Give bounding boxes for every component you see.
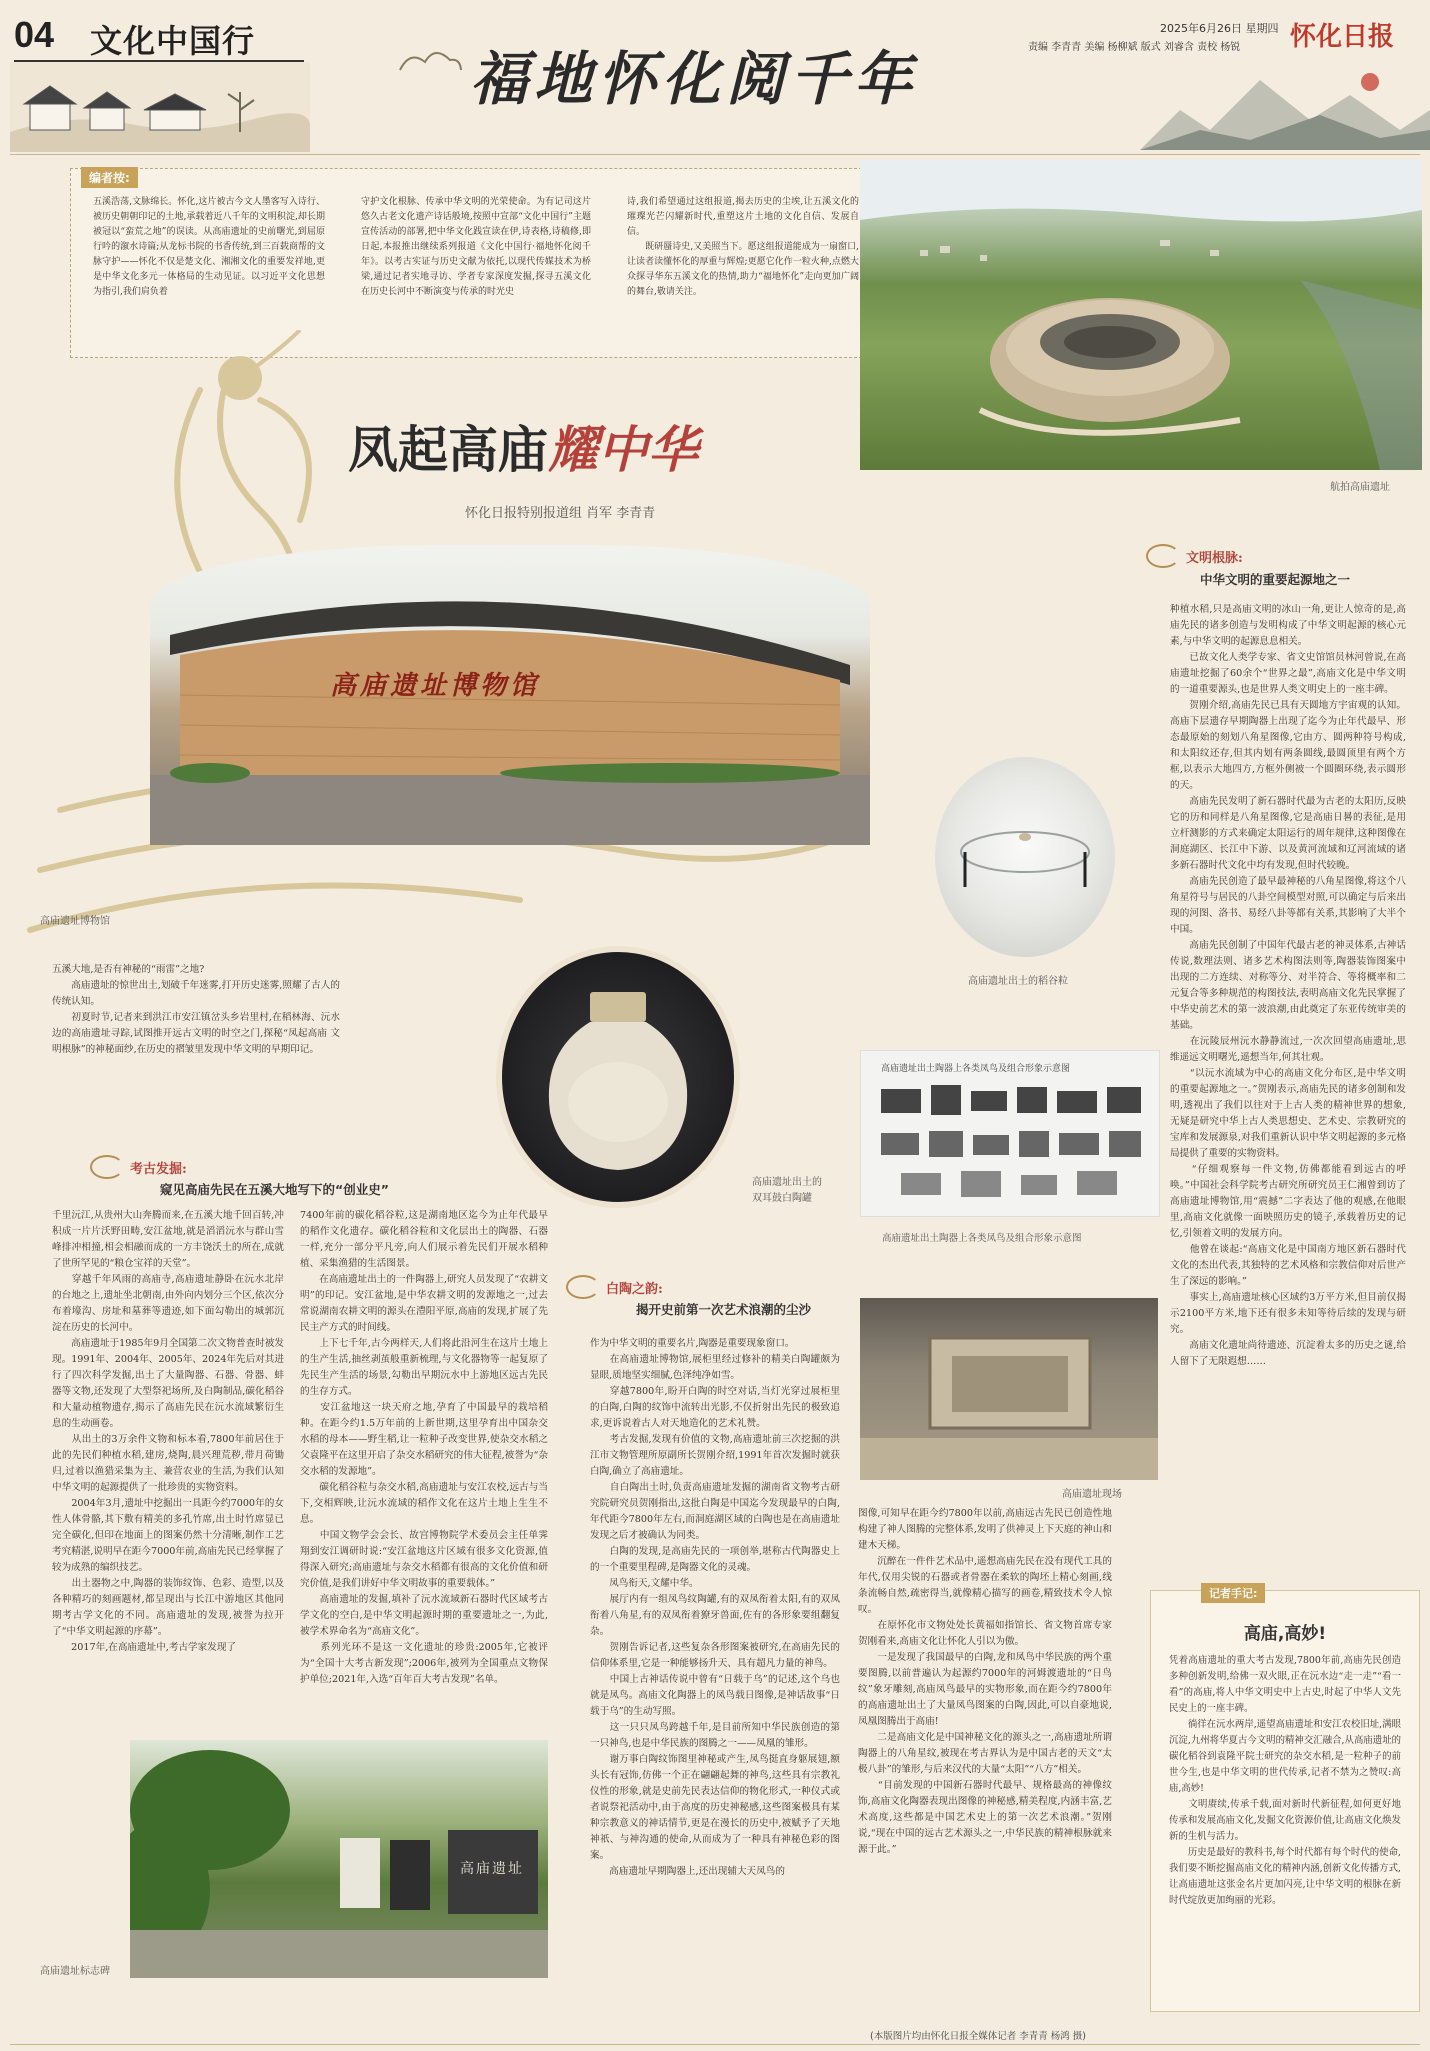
caption-diagram: 高庙遗址出土陶器上各类凤鸟及组合形象示意图 [882, 1233, 1082, 1244]
section-tag-kaogu [90, 1155, 187, 1179]
editor-note-col2: 守护文化根脉、传承中华文明的光荣使命。为有记司这片悠久古老文化遗产诗话般境,按照中宣部“文化中国行”主题宣传活动的部署,把中华文化践宣读在伊,诗表格,诗稿修,即日起,本报推出继续系列报道《文化中国行·福地怀化阅千年》。以考古实证与历史文献为依托,以现代传媒技术为桥梁,通过记者实地寻访、学者专家深度发掘,探寻五溪文化在历史长河中不断演变与传承的时光史 [361, 197, 591, 297]
aerial-photo [860, 160, 1422, 470]
feature-headline [348, 410, 698, 482]
headline-red: 耀中华 [548, 420, 698, 479]
swirl-icon [1146, 544, 1180, 568]
section-subtitle-kaogu: 窥见高庙先民在五溪大地写下的“创业史” [160, 1182, 389, 1197]
baitao-col1: 作为中华文明的重要名片,陶器是重要现象窗口。 在高庙遗址博物馆,展柜里经过修补的精美白陶罐颇为显眼,质地坚实细腻,色泽纯净如雪。 穿越7800年,盼开白陶的时空对话,当灯光穿过展柜里的白陶,白陶的纹饰中流转出光影,不仅折射出先民的极致追求,更诉说着古人对天地造化的艺术礼赞。 考古发掘,发现有价值的文物,高庙遗址前三次挖掘的洪江市文物管理所原副所长贺刚介绍,1991年首次发掘时就获白陶,确立了高庙遗址。 自白陶出土时,负责高庙遗址发掘的湖南省文物考古研究院研究员贺刚指出,这批白陶是中国迄今发现最早的白陶,年代距今7800年左右,而洞庭湖区域的白陶也是在高庙遗址发现之后才被确认为同类。 白陶的发现,是高庙先民的一项创举,堪称古代陶器史上的一个重要里程碑,是陶器文化的灵魂。 凤鸟衔天,文耀中华。 展厅内有一组凤鸟纹陶罐,有的双凤衔着太阳,有的双凤衔着八角星,有的双凤衔着獠牙兽面,佐有的各形象要组翻复杂。 贺刚告诉记者,这些复杂各形图案被研究,在高庙先民的信仰体系里,它是一种能够扬升天、具有超凡力量的神鸟。 中国上古神话传说中曾有“日载于乌”的记述,这个乌也就是凤鸟。高庙文化陶器上的凤鸟载日图像,是神话故事“日载于乌”的生动写照。 这一只只凤鸟跨越千年,是目前所知中华民族创造的第一只神鸟,也是中华民族的图腾之一——凤凰的雏形。 谢万事白陶纹饰图里神秘或产生,凤鸟挺直身躯展翅,额头长有冠饰,仿佛一个正在翩翩起舞的神鸟,这些具有宗教礼仪性的形象,就是史前先民表达信仰的物化形式,一种仪式或者说祭祀活动中,由于高度的历史神秘感,这些图案极具有某种宗教意义的神话情节,更是在漫长的历史中,被赋予了天地神祇、与神沟通的使命,从而成为了一种具有神秘色彩的图案。 高庙遗址早期陶器上,还出现辅大天凤鸟的 [590, 1338, 840, 1877]
grain-photo [935, 757, 1115, 957]
swirl-icon [566, 1275, 600, 1299]
headline-black: 凤起高庙 [348, 421, 548, 479]
caption-grain: 高庙遗址出土的稻谷粒 [968, 976, 1068, 987]
pot-photo [496, 946, 740, 1208]
reporter-note-body: 凭着高庙遗址的重大考古发现,7800年前,高庙先民创造多种创新发明,给佛一双火眼,正在沅水边“走一走”“看一看”的高庙,将人中华文明史中上古史,时起了中华人文先民史上的一座丰碑。 徜徉在沅水两岸,遥望高庙遗址和安江农校旧址,满眼沉淀,九州将华夏古今文明的精神交汇融合,从高庙遗址的碳化稻谷到袁隆平院士研究的杂交水稻,是一粒种子的前世今生,也是中华文明的世代传承,记者不禁为之赞叹:高庙,高妙! 文明赓续,传承千载,面对新时代新征程,如何更好地传承和发展高庙文化,发掘文化资源价值,让高庙文化焕发新的生机与活力。 历史是最好的教科书,每个时代都有每个时代的使命,我们要不断挖掘高庙文化的精神内涵,创新文化传播方式,让高庙遗址这张金名片更加闪亮,让中华文明的根脉在新时代绽放更加绚丽的光彩。 [1169, 1655, 1401, 1906]
caption-pot: 高庙遗址出土的 双耳鼓白陶罐 [752, 1177, 822, 1204]
village-illustration [10, 62, 310, 152]
kaogu-col2: 7400年前的碳化稻谷粒,这是湖南地区迄今为止年代最早的稻作文化遗存。碳化稻谷粒和文化层出土的陶器、石器一样,充分一部分平凡旁,向人们展示着先民们开展水稻种植、采集渔猎的生活图景。 在高庙遗址出土的一件陶器上,研究人员发现了“农耕文明”的印记。安江盆地,是中华农耕文明的发源地之一,过去常说湖南农耕文明的源头在澧阳平原,高庙的发现,扩展了先民主产方式的时间线。 上下七千年,古今两样天,人们将此沿河生在这片土地上的生产生活,抽丝剥茧般重新梳理,与文化器物等一起复原了先民生产生活的场景,勾勒出早期沅水中上游地区远古先民的生存方式。 安江盆地这一块天府之地,孕育了中国最早的栽培稻种。在距今约1.5万年前的上新世期,这里孕育出中国杂交水稻的母本——野生稻,让一粒种子改变世界,使杂交水稻之父袁隆平在这里开启了杂交水稻研究的伟大征程,被誉为“杂交水稻的发源地”。 碳化稻谷粒与杂交水稻,高庙遗址与安江农校,远古与当下,交相辉映,让沅水流域的稻作文化在这片土地上生生不息。 中国文物学会会长、故宫博物院学术委员会主任单霁翔到安江调研时说:“安江盆地这片区域有很多文化资源,值得深入研究;高庙遗址与杂交水稻都有很高的文化价值和研究价值,是我们讲好中华文明故事的重要载体。” 高庙遗址的发掘,填补了沅水流域新石器时代区域考古学文化的空白,是中华文明起源时期的重要遗址之一,为此,被学术界命名为“高庙文化”。 系列光环不是这一文化遗址的珍贵:2005年,它被评为“全国十大考古新发现”;2006年,被列为全国重点文物保护单位;2021年,入选“百年百大考古发现”名单。 [300, 1210, 548, 1685]
museum-photo [150, 545, 870, 845]
feature-byline: 怀化日报特别报道组 肖军 李青青 [465, 506, 656, 521]
photo-credit: (本版图片均由怀化日报全媒体记者 李青青 杨鸿 摄) [870, 2031, 1086, 2042]
caption-monument: 高庙遗址标志碑 [40, 1966, 110, 1977]
section-label: 白陶之韵: [606, 1281, 663, 1297]
border-bottom [10, 2044, 1420, 2045]
issue-date: 2025年6月26日 星期四 [1160, 22, 1279, 35]
baitao-col2: 图像,可知早在距今约7800年以前,高庙远古先民已创造性地构建了神人图腾的完整体系,发明了供神灵上下天庭的神山和建木天梯。 沉醉在一件件艺术品中,遥想高庙先民在没有现代工具的年代,仅用尖锐的石器或者骨器在柔软的陶坯上精心刻画,线条流畅自然,疏密得当,就像精心描写的画卷,精致技术令人惊叹。 在原怀化市文物处处长黄福如指馆长、省文物首席专家贺刚看来,高庙文化让怀化人引以为傲。 一是发现了我国最早的白陶,龙和凤鸟中华民族的两个重要图腾,以前普遍认为起源约7000年的河姆渡遗址的“日鸟纹”象牙雕刻,高庙凤鸟最早的实物形象,而在距今约7800年的高庙遗址出土了大量凤鸟图案的白陶,因此,可以自豪地说,凤凰图腾出于高庙! 二是高庙文化是中国神秘文化的源头之一,高庙遗址所谓陶器上的八角星纹,被现在考古界认为是中国古老的天文“太极八卦”的雏形,与后来汉代的大量“太阳”“八方”相关。 “目前发现的中国新石器时代最早、规格最高的神像纹饰,高庙文化陶器表现出图像的神秘感,精美程度,内涵丰富,艺术高度,这些都是中国艺术史上的第一次艺术浪潮。”贺刚说,“现在中国的远古艺术源头之一,中华民族的精神根脉就来源于此。” [858, 1508, 1112, 1855]
column-name: 文化中国行 [90, 22, 256, 60]
editor-credits: 责编 李青青 美编 杨柳斌 版式 刘睿含 责校 杨锐 [1028, 42, 1241, 53]
reporter-note-box [1150, 1587, 1420, 2012]
wenming-body: 种植水稻,只是高庙文明的冰山一角,更让人惊奇的是,高庙先民的诸多创造与发明构成了中华文明起源的核心元素,与中华文明的起源息息相关。 已故文化人类学专家、省文史馆馆员林河曾说,在高庙遗址挖掘了60余个“世界之最”,高庙文化是中华文明的一道重要源头,也是世界人类文明史上的一座丰碑。 贺刚介绍,高庙先民已具有天圆地方宇宙观的认知。高庙下层遗存早期陶器上出现了迄今为止年代最早、形态最原始的刻划八角星图像,它由方、圆两种符号构成,和太阳纹还存,但其内划有两条圆线,最圆顶里有两个方框,以表示大地四方,方框外侧被一个圆圈环绕,表示圆形的天。 高庙先民发明了新石器时代最为古老的太阳历,反映它的历和同样是八角星图像,它是高庙日晷的表征,是用立杆测影的方式来确定太阳运行的周年规律,这种图像在洞庭湖区、长江中下游、以及黄河流域和辽河流域的诸多新石器时代文化中均有发现,但时代较晚。 高庙先民创造了最早最神秘的八角星图像,将这个八角星符号与居民的八卦空间模型对照,可以确定与后来出现的河图、洛书、易经八卦等都有关系,其影响了大半个中国。 高庙先民创制了中国年代最古老的神灵体系,古神话传说,数理法则、诸多艺术构图法则等,陶器装饰图案中出现的二方连续、对称等分、对半符合、等将概率和二元复合等多种规范的构图技法,表明高庙文化先民掌握了中华史前艺术的第一波浪潮,由此奠定了东亚传统审美的基础。 在沅陵辰州沅水静静流过,一次次回望高庙遗址,思维遥远文明曙光,遥想当年,何其壮观。 “以沅水流域为中心的高庙文化分布区,是中华文明的重要起源地之一。”贺刚表示,高庙先民的诸多创制和发明,透视出了我们以往对于上古人类的精神世界的想象,无疑是研究中华上古人类思想史、艺术史、宗教研究的宝库和发展源泉,对我们重新认识中华文明起源的多元格局提供了重要的实物资料。 “仔细观察每一件文物,仿佛都能看到远古的呼唤。”中国社会科学院考古研究所研究员王仁湘曾到访了高庙遗址博物馆,用“震撼”二字表达了他的观感,在他眼里,高庙文化就像一面映照历史的镜子,承载着历史的记忆,引领着文明的发展方向。 他曾在谈起:“高庙文化是中国南方地区新石器时代文化的杰出代表,其独特的艺术风格和宗教信仰对后世产生了深远的影响。” 事实上,高庙遗址核心区域约3万平方米,但目前仅揭示2100平方米,地下还有很多未知等待后续的发现与研究。 高庙文化遗址尚待遗迹、沉淀着太多的历史之谜,给人留下了无限遐想…… [1170, 604, 1406, 1367]
editor-note-col1: 五溪浩荡,文脉绵长。怀化,这片被古今文人墨客写入诗行、被历史朝朝印记的土地,承载着近八千年的文明积淀,却长期被冠以“蛮荒之地”的误读。从高庙遗址的史前曙光,到屈原行吟的溆水诗篇;从龙标书院的书香传统,到三百载商帮的文脉守护——怀化不仅是楚文化、湘湘文化的重要发祥地,更是中华文化多元一体格局的生动见证。以习近平文化思想为指引,我们肩负着 [93, 197, 325, 297]
page-header [0, 0, 1430, 150]
caption-site: 高庙遗址现场 [1062, 1489, 1122, 1500]
reporter-note-tag: 记者手记: [1201, 1583, 1265, 1603]
section-subtitle-baitao: 揭开史前第一次艺术浪潮的尘沙 [636, 1302, 812, 1317]
intro-text: 五溪大地,是否有神秘的“雨雷”之地? 高庙遗址的惊世出土,划破千年迷雾,打开历史迷雾,照耀了古人的传统认知。 初夏时节,记者来到洪江市安江镇岔头乡岩里村,在稻林海、沅水边的高庙遗址寻踪,试图推开远古文明的时空之门,探秘“凤起高庙 文明根脉”的神秘面纱,在历史的褶皱里发现中华文明的早期印记。 [52, 964, 340, 1055]
caption-aerial: 航拍高庙遗址 [1330, 482, 1390, 493]
swirl-icon [90, 1155, 124, 1179]
museum-sign: 高庙遗址博物馆 [330, 671, 541, 701]
section-tag-wenming [1146, 544, 1243, 568]
section-subtitle-wenming: 中华文明的重要起源地之一 [1200, 572, 1351, 587]
section-label: 文明根脉: [1186, 550, 1243, 566]
monument-photo [130, 1740, 548, 1978]
kaogu-col1: 千里沅江,从贵州大山奔腾而来,在五溪大地千回百转,冲积成一片片沃野田畴,安江盆地,就是滔滔沅水与群山雪峰排冲相撞,相会相融而成的一方丰饶沃土的所在,成就了世所罕见的“粮仓宝祥的天堂”。 穿越千年风雨的高庙寺,高庙遗址静卧在沅水北岸的台地之上,遗址坐北朝南,由外向内划分三个区,依次分布着壕沟、房址和墓葬等遗迹,如下面勾勒出的城郭沉淀在历史的长河中。 高庙遗址于1985年9月全国第二次文物普查时被发现。1991年、2004年、2005年、2024年先后对其进行了四次科学发掘,出土了大量陶器、石器、骨器、蚌器等文物,还发现了大型祭祀场所,及白陶制品,碳化稻谷和大量动植物遗存,揭示了高庙先民在沅水流域繁衍生息的生动画卷。 从出土的3万余件文物和标本看,7800年前居住于此的先民们种植水稻,建房,烧陶,晨兴理荒秽,带月荷锄归,过着以渔猎采集为主、兼营农业的生活,为我们认知中华文明的起源提供了一批珍贵的实物资料。 2004年3月,遗址中挖掘出一具距今约7000年的女性人体骨骼,其下敷有精美的多孔竹席,出土时竹席显已完全碳化,但印在地面上的图案仍然十分清晰,制作工艺考究精湛,说明早在距今7000年前,高庙先民已经掌握了较为成熟的编织技艺。 出土器物之中,陶器的装饰纹饰、色彩、造型,以及各种精巧的刻画题材,都呈现出与长江中游地区其他同期考古学文化的不同。高庙遗址的发现,被誉为拉开了“中华文明起源的序幕”。 2017年,在高庙遗址中,考古学家发现了 [52, 1210, 284, 1653]
masthead-title: 福地怀化阅千年 [470, 45, 919, 113]
mountain-illustration [1140, 60, 1430, 150]
site-photo [860, 1298, 1158, 1480]
page-number: 04 [14, 14, 55, 55]
newspaper-brand: 怀化日报 [1290, 22, 1395, 52]
editor-note-tag: 编者按: [81, 167, 138, 188]
diagram-title: 高庙遗址出土陶器上各类凤鸟及组合形象示意图 [881, 1064, 1071, 1074]
monument-sign: 高庙遗址 [460, 1861, 524, 1877]
cloud-ornament [395, 40, 465, 80]
section-tag-baitao [566, 1275, 663, 1299]
editor-note-col3: 诗,我们希望通过这组报道,揭去历史的尘埃,让五溪文化的璀璨光芒闪耀新时代,重塑这片土地的文化自信、发展自信。 既研蜃诗史,又美照当下。愿这组报道能成为一扇窗口,让读者读懂怀化的厚重与辉煌;更愿它化作一粒火种,点燃大众探寻华东五溪文化的热情,助力“福地怀化”走向更加广阔的舞台,敬请关注。 [627, 197, 859, 297]
section-label: 考古发掘: [130, 1161, 187, 1177]
diagram-photo [860, 1050, 1160, 1217]
border-top [10, 154, 1420, 155]
caption-museum: 高庙遗址博物馆 [40, 916, 110, 927]
reporter-note-title: 高庙,高妙! [1243, 1624, 1327, 1644]
